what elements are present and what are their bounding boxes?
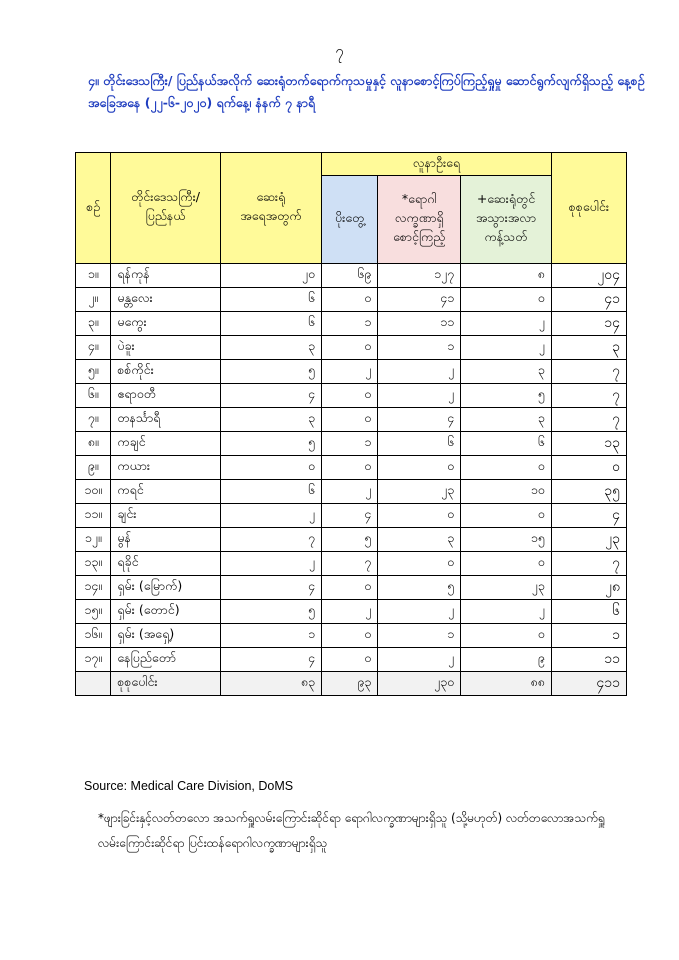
source-line: Source: Medical Care Division, DoMS [84,779,294,793]
totals-label: စုစုပေါင်း [111,672,220,696]
row-region: တနင်္သာရီ [111,408,220,432]
table-row [76,288,627,312]
header-no: စဉ် [76,153,111,264]
row-no: ၁၀။ [76,480,111,504]
row-confirmed: ၀ [322,456,378,480]
totals-confirmed: ၉၃ [322,672,378,696]
totals-no [76,672,111,696]
row-transferred: ၁၀ [461,480,552,504]
row-symptomatic: ၁၂၇ [378,264,461,288]
row-hospitals: ၄ [220,576,321,600]
hospital-patients-table [75,152,627,696]
row-total: ၄၁ [551,288,626,312]
row-transferred: ၁၅ [461,528,552,552]
row-total: ၁၃ [551,432,626,456]
row-region: ရခိုင် [111,552,220,576]
row-transferred: ၂ [461,336,552,360]
row-symptomatic: ၃ [378,528,461,552]
row-no: ၁၃။ [76,552,111,576]
row-symptomatic: ၅ [378,576,461,600]
row-total: ၃ [551,336,626,360]
row-transferred: ၃ [461,408,552,432]
row-hospitals: ၂ [220,504,321,528]
row-symptomatic: ၂ [378,648,461,672]
table-row [76,552,627,576]
row-region: ပဲခူး [111,336,220,360]
row-transferred: ၆ [461,432,552,456]
row-region: ချင်း [111,504,220,528]
row-symptomatic: ၀ [378,552,461,576]
table-row [76,648,627,672]
row-region: ဧရာဝတီ [111,384,220,408]
row-region: မကွေး [111,312,220,336]
row-no: ၁၁။ [76,504,111,528]
row-symptomatic: ၀ [378,456,461,480]
row-no: ၁၅။ [76,600,111,624]
row-hospitals: ၆ [220,288,321,312]
table-row [76,600,627,624]
page-number: ၇ [335,42,344,60]
row-hospitals: ၁ [220,624,321,648]
row-total: ၁၁ [551,648,626,672]
row-transferred: ၃ [461,360,552,384]
table-row [76,624,627,648]
row-symptomatic: ၆ [378,432,461,456]
row-total: ၁ [551,624,626,648]
table-row [76,312,627,336]
row-symptomatic: ၂ [378,384,461,408]
row-no: ၉။ [76,456,111,480]
row-hospitals: ၂ [220,552,321,576]
table-row [76,360,627,384]
row-total: ၇ [551,360,626,384]
row-hospitals: ၃ [220,336,321,360]
row-transferred: ၂ [461,600,552,624]
row-confirmed: ၀ [322,408,378,432]
row-transferred: ၂၃ [461,576,552,600]
row-symptomatic: ၁ [378,336,461,360]
row-no: ၁၇။ [76,648,111,672]
row-total: ၂၃ [551,528,626,552]
row-hospitals: ၅ [220,360,321,384]
table-row [76,384,627,408]
table-row [76,264,627,288]
row-total: ၇ [551,408,626,432]
row-total: ၀ [551,456,626,480]
row-transferred: ၅ [461,384,552,408]
row-total: ၁၄ [551,312,626,336]
row-hospitals: ၆ [220,480,321,504]
row-no: ၄။ [76,336,111,360]
row-region: ကချင် [111,432,220,456]
totals-row [76,672,627,696]
row-total: ၇ [551,384,626,408]
header-total: စုစုပေါင်း [551,153,626,264]
row-hospitals: ၆ [220,312,321,336]
row-region: ရှမ်း (တောင်) [111,600,220,624]
header-hospitals: ဆေးရုံ အရေအတွက် [220,153,321,264]
table-row [76,480,627,504]
table-row [76,456,627,480]
row-confirmed: ၅ [322,528,378,552]
row-region: ရှမ်း (မြောက်) [111,576,220,600]
row-transferred: ၀ [461,624,552,648]
row-hospitals: ၄ [220,648,321,672]
row-no: ၈။ [76,432,111,456]
table-row [76,576,627,600]
table-row [76,528,627,552]
row-no: ၆။ [76,384,111,408]
row-symptomatic: ၂ [378,360,461,384]
row-transferred: ၂ [461,312,552,336]
row-region: ရန်ကုန် [111,264,220,288]
row-total: ၂၀၄ [551,264,626,288]
header-transferred: +ဆေးရုံတွင် အသွားအလာ ကန့်သတ် [461,176,552,264]
totals-hospitals: ၈၃ [220,672,321,696]
row-transferred: ၈ [461,264,552,288]
row-hospitals: ၂၀ [220,264,321,288]
row-confirmed: ၀ [322,336,378,360]
row-region: ကရင် [111,480,220,504]
row-confirmed: ၀ [322,648,378,672]
row-confirmed: ၂ [322,360,378,384]
footnote: *ဖျားခြင်းနှင့်လတ်တလော အသက်ရှူလမ်းကြောင်းဆိုင်ရာ ရောဂါလက္ခဏာများရှိသူ (သို့မဟုတ်) လတ်တလောအသက်ရှူလမ်းကြောင်းဆိုင်ရာ ပြင်းထန်ရောဂါလက္ခဏာများရှိသူ [98,811,605,850]
row-confirmed: ၂ [322,480,378,504]
row-total: ၄ [551,504,626,528]
row-total: ၆ [551,600,626,624]
header-region: တိုင်းဒေသကြီး/ ပြည်နယ် [111,153,220,264]
row-transferred: ၀ [461,288,552,312]
row-transferred: ၉ [461,648,552,672]
row-confirmed: ၁ [322,312,378,336]
row-confirmed: ၁ [322,432,378,456]
row-symptomatic: ၂၃ [378,480,461,504]
row-confirmed: ၄ [322,504,378,528]
table-row [76,504,627,528]
totals-total: ၄၁၁ [551,672,626,696]
row-no: ၁၆။ [76,624,111,648]
row-symptomatic: ၁၁ [378,312,461,336]
row-no: ၂။ [76,288,111,312]
row-confirmed: ၀ [322,624,378,648]
row-hospitals: ၅ [220,600,321,624]
header-patients-group: လူနာဦးရေ [322,153,552,176]
row-confirmed: ၀ [322,288,378,312]
row-no: ၃။ [76,312,111,336]
row-no: ၇။ [76,408,111,432]
row-region: ရှမ်း (အရှေ့) [111,624,220,648]
row-confirmed: ၇ [322,552,378,576]
row-no: ၅။ [76,360,111,384]
row-total: ၂၈ [551,576,626,600]
row-region: မွန် [111,528,220,552]
header-confirmed: ပိုးတွေ့ [322,176,378,264]
row-symptomatic: ၄ [378,408,461,432]
row-total: ၇ [551,552,626,576]
row-total: ၃၅ [551,480,626,504]
table-row [76,336,627,360]
totals-transferred: ၈၈ [461,672,552,696]
row-confirmed: ၂ [322,600,378,624]
row-confirmed: ၆၉ [322,264,378,288]
row-symptomatic: ၄၁ [378,288,461,312]
totals-symptomatic: ၂၃၀ [378,672,461,696]
row-hospitals: ၄ [220,384,321,408]
row-hospitals: ၅ [220,432,321,456]
row-region: ကယား [111,456,220,480]
table-row [76,432,627,456]
row-region: နေပြည်တော် [111,648,220,672]
row-no: ၁၂။ [76,528,111,552]
row-hospitals: ၇ [220,528,321,552]
row-no: ၁၄။ [76,576,111,600]
row-region: စစ်ကိုင်း [111,360,220,384]
row-hospitals: ၀ [220,456,321,480]
row-hospitals: ၃ [220,408,321,432]
row-symptomatic: ၀ [378,504,461,528]
row-confirmed: ၀ [322,384,378,408]
row-transferred: ၀ [461,504,552,528]
row-no: ၁။ [76,264,111,288]
row-transferred: ၀ [461,456,552,480]
row-symptomatic: ၂ [378,600,461,624]
row-confirmed: ၀ [322,576,378,600]
row-symptomatic: ၁ [378,624,461,648]
header-symptomatic: *ရောဂါ လက္ခဏာရှိ စောင့်ကြည့် [378,176,461,264]
document-title: ၄။ တိုင်းဒေသကြီး/ ပြည်နယ်အလိုက် ဆေးရုံတက်ရောက်ကုသမှုနှင့် လူနာစောင့်ကြပ်ကြည့်ရှုမှု ဆောင်ရွက်လျက်ရှိသည့် နေ့စဉ်အခြေအနေ (၂၂-၆-၂၀၂၀) ရက်နေ့၊ နံနက် ၇ နာရီ [88,73,645,110]
table-row [76,408,627,432]
row-transferred: ၀ [461,552,552,576]
row-region: မန္တလေး [111,288,220,312]
